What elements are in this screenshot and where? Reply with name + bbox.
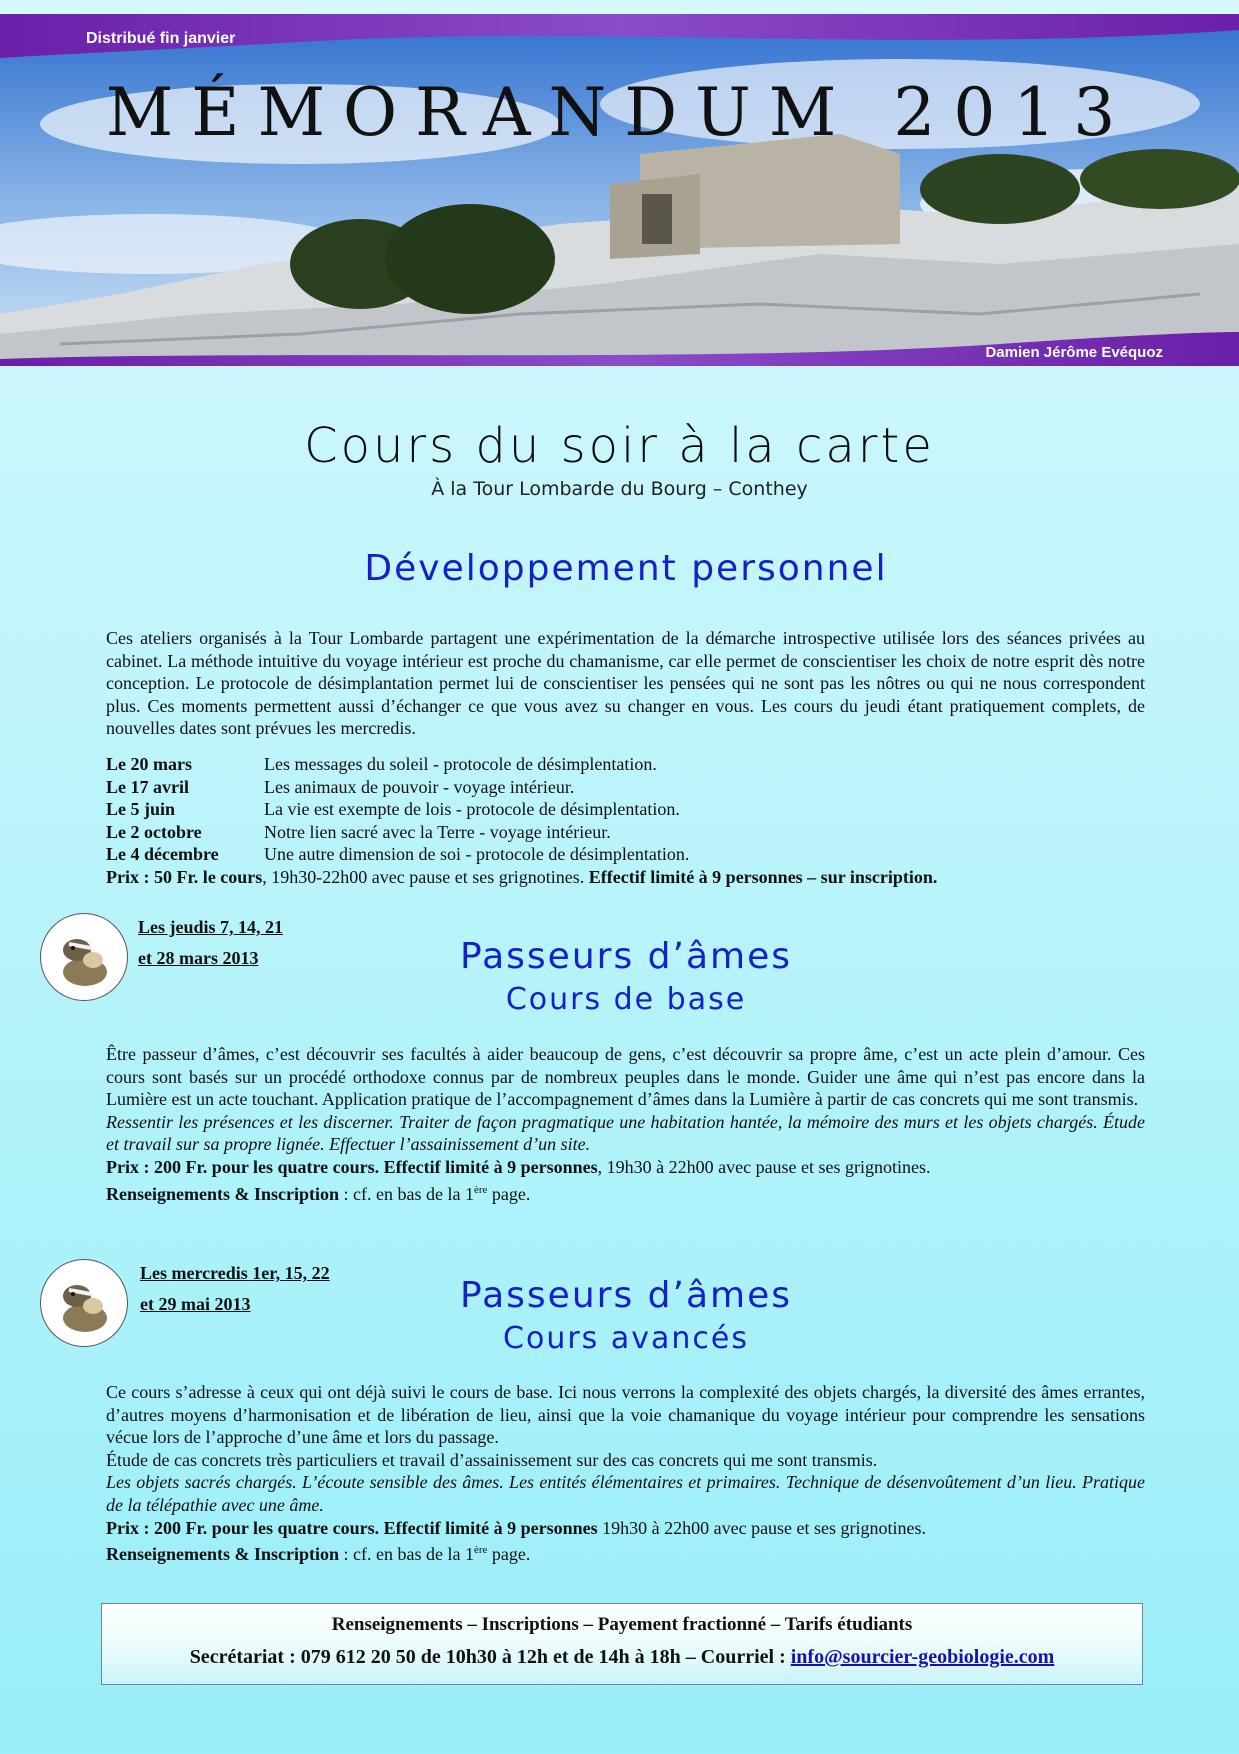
schedule-topic: Les messages du soleil - protocole de désimplentation. [264,754,657,774]
adv-case-studies: Étude de cas concrets très particuliers et travail d’assainissement sur des cas concrets qui me sont transmis. [106,1449,878,1470]
schedule-date: Le 2 octobre [106,821,202,842]
schedule-row [106,843,1156,866]
info-end: page. [487,1544,531,1565]
price-text: 19h30 à 22h00 avec pause et ses grignotines. [597,1517,927,1538]
section-title-developpement: Développement personnel [364,548,888,589]
memorandum-title: MÉMORANDUM 2013 [105,74,1134,151]
schedule-date: Le 20 mars [106,754,192,774]
section-subtitle-base: Cours de base [505,982,747,1017]
schedule-topic: Les animaux de pouvoir - voyage intérieur. [264,776,575,797]
schedule-row [106,798,1156,821]
adv-description: Ce cours s’adresse à ceux qui ont déjà suivi le cours de base. Ici nous verrons la complexité des objets chargés, la diversité des âmes errantes, d’autres moyens d’harmonisation et de libération de lieu, ainsi que la voie chamanique du voyage intérieur pour comprendre les sensations vécue lors de l’approche d’une âme et lors du passage. [106,1382,1145,1448]
adv-info [106,1539,1145,1566]
schedule-row [106,821,1156,844]
dev-paragraph [106,627,1145,740]
footer-services: Renseignements – Inscriptions – Payement fractionné – Tarifs étudiants [331,1614,913,1635]
capacity-note: Effectif limité à 9 personnes – sur inscription. [588,866,938,887]
price-bold: Prix : 200 Fr. pour les quatre cours. Effectif limité à 9 personnes [106,1517,598,1538]
adv-section-text [106,1381,1145,1566]
section-title-passeurs-base: Passeurs d’âmes [460,936,792,977]
info-label: Renseignements & Inscription [106,1183,339,1204]
author-name: Damien Jérôme Evéquoz [985,344,1163,361]
schedule-row [106,776,1156,799]
info-end: page. [487,1183,531,1204]
price-bold: Prix : 50 Fr. le cours [106,866,263,887]
dates-line: et 28 mars 2013 [138,948,259,968]
schedule-row [106,753,1156,776]
base-description: Être passeur d’âmes, c’est découvrir ses facultés à aider beaucoup de gens, c’est découvrir sa propre âme, c’est un acte plein d’amour. Ces cours sont basés sur un procédé orthodoxe connus par de nombreux peuples dans le monde. Guider une âme qui n’est pas encore dans la Lumière est un acte touchant. Application pratique de l’accompagnement d’âmes dans la Lumière à partir de cas concrets qui me sont transmis. [106,1044,1145,1110]
contact-box [101,1603,1143,1685]
info-text: : cf. en bas de la 1 [339,1544,474,1565]
dev-schedule [106,753,1156,889]
schedule-topic: La vie est exempte de lois - protocole de désimplentation. [264,799,680,820]
section-subtitle-avances: Cours avancés [503,1321,749,1356]
dates-line: Les jeudis 7, 14, 21 [138,917,284,937]
info-sup: ère [473,1544,488,1557]
base-section-text [106,1043,1145,1205]
dev-description: Ces ateliers organisés à la Tour Lombarde partagent une expérimentation de la démarche introspective utilisée lors des séances privées au cabinet. La méthode intuitive du voyage intérieur est proche du chamanisme, car elle permet de conscientiser les choix de notre esprit dès notre conception. Le protocole de désimplantation permet lui de conscientiser les pensées qui ne sont pas les nôtres ou qui ne nous correspondent plus. Ces moments permettent aussi d’échanger ce que vous avez su changer en vous. Les cours du jeudi étant pratiquement complets, de nouvelles dates sont prévues les mercredis. [106,628,1145,739]
schedule-topic: Une autre dimension de soi - protocole de désimplentation. [264,844,690,865]
distribution-note: Distribué fin janvier [86,30,236,47]
base-info [106,1179,1145,1206]
landscape-photo [0,14,1239,366]
dates-line: et 29 mai 2013 [140,1294,251,1314]
adv-topics: Les objets sacrés chargés. L’écoute sensible des âmes. Les entités élémentaires et primaires. Technique de désenvoûtement d’un lieu. Pratique de la télépathie avec une âme. [106,1472,1145,1515]
price-text: , 19h30-22h00 avec pause et ses grignotines. [262,866,589,887]
info-label: Renseignements & Inscription [106,1544,339,1565]
page-subtitle: À la Tour Lombarde du Bourg – Conthey [431,478,808,500]
schedule-date: Le 17 avril [106,776,189,797]
schedule-date: Le 4 décembre [106,844,219,865]
dates-line: Les mercredis 1er, 15, 22 [140,1263,330,1283]
schedule-topic: Notre lien sacré avec la Terre - voyage intérieur. [264,821,611,842]
price-bold: Prix : 200 Fr. pour les quatre cours. Effectif limité à 9 personnes [106,1156,598,1177]
schedule-date: Le 5 juin [106,799,176,820]
page-title: Cours du soir à la carte [304,418,935,474]
section-title-passeurs-avances: Passeurs d’âmes [460,1275,792,1316]
info-text: : cf. en bas de la 1 [339,1183,474,1204]
info-sup: ère [473,1183,488,1196]
price-text: , 19h30 à 22h00 avec pause et ses grignotines. [597,1156,931,1177]
base-topics: Ressentir les présences et les discerner. Traiter de façon pragmatique une habitation hantée, la mémoire des murs et les objets chargés. Étude et travail sur sa propre lignée. Effectuer l’assainissement d’un site. [106,1111,1145,1155]
secretariat-text: Secrétariat : 079 612 20 50 de 10h30 à 12h et de 14h à 18h – Courriel : [189,1646,791,1668]
email-link[interactable]: info@sourcier-geobiologie.com [790,1646,1055,1668]
base-price [106,1156,1145,1179]
header-banner [0,14,1239,366]
footer-contact [102,1646,1142,1669]
dev-price [106,866,1156,889]
adv-price [106,1517,1145,1540]
